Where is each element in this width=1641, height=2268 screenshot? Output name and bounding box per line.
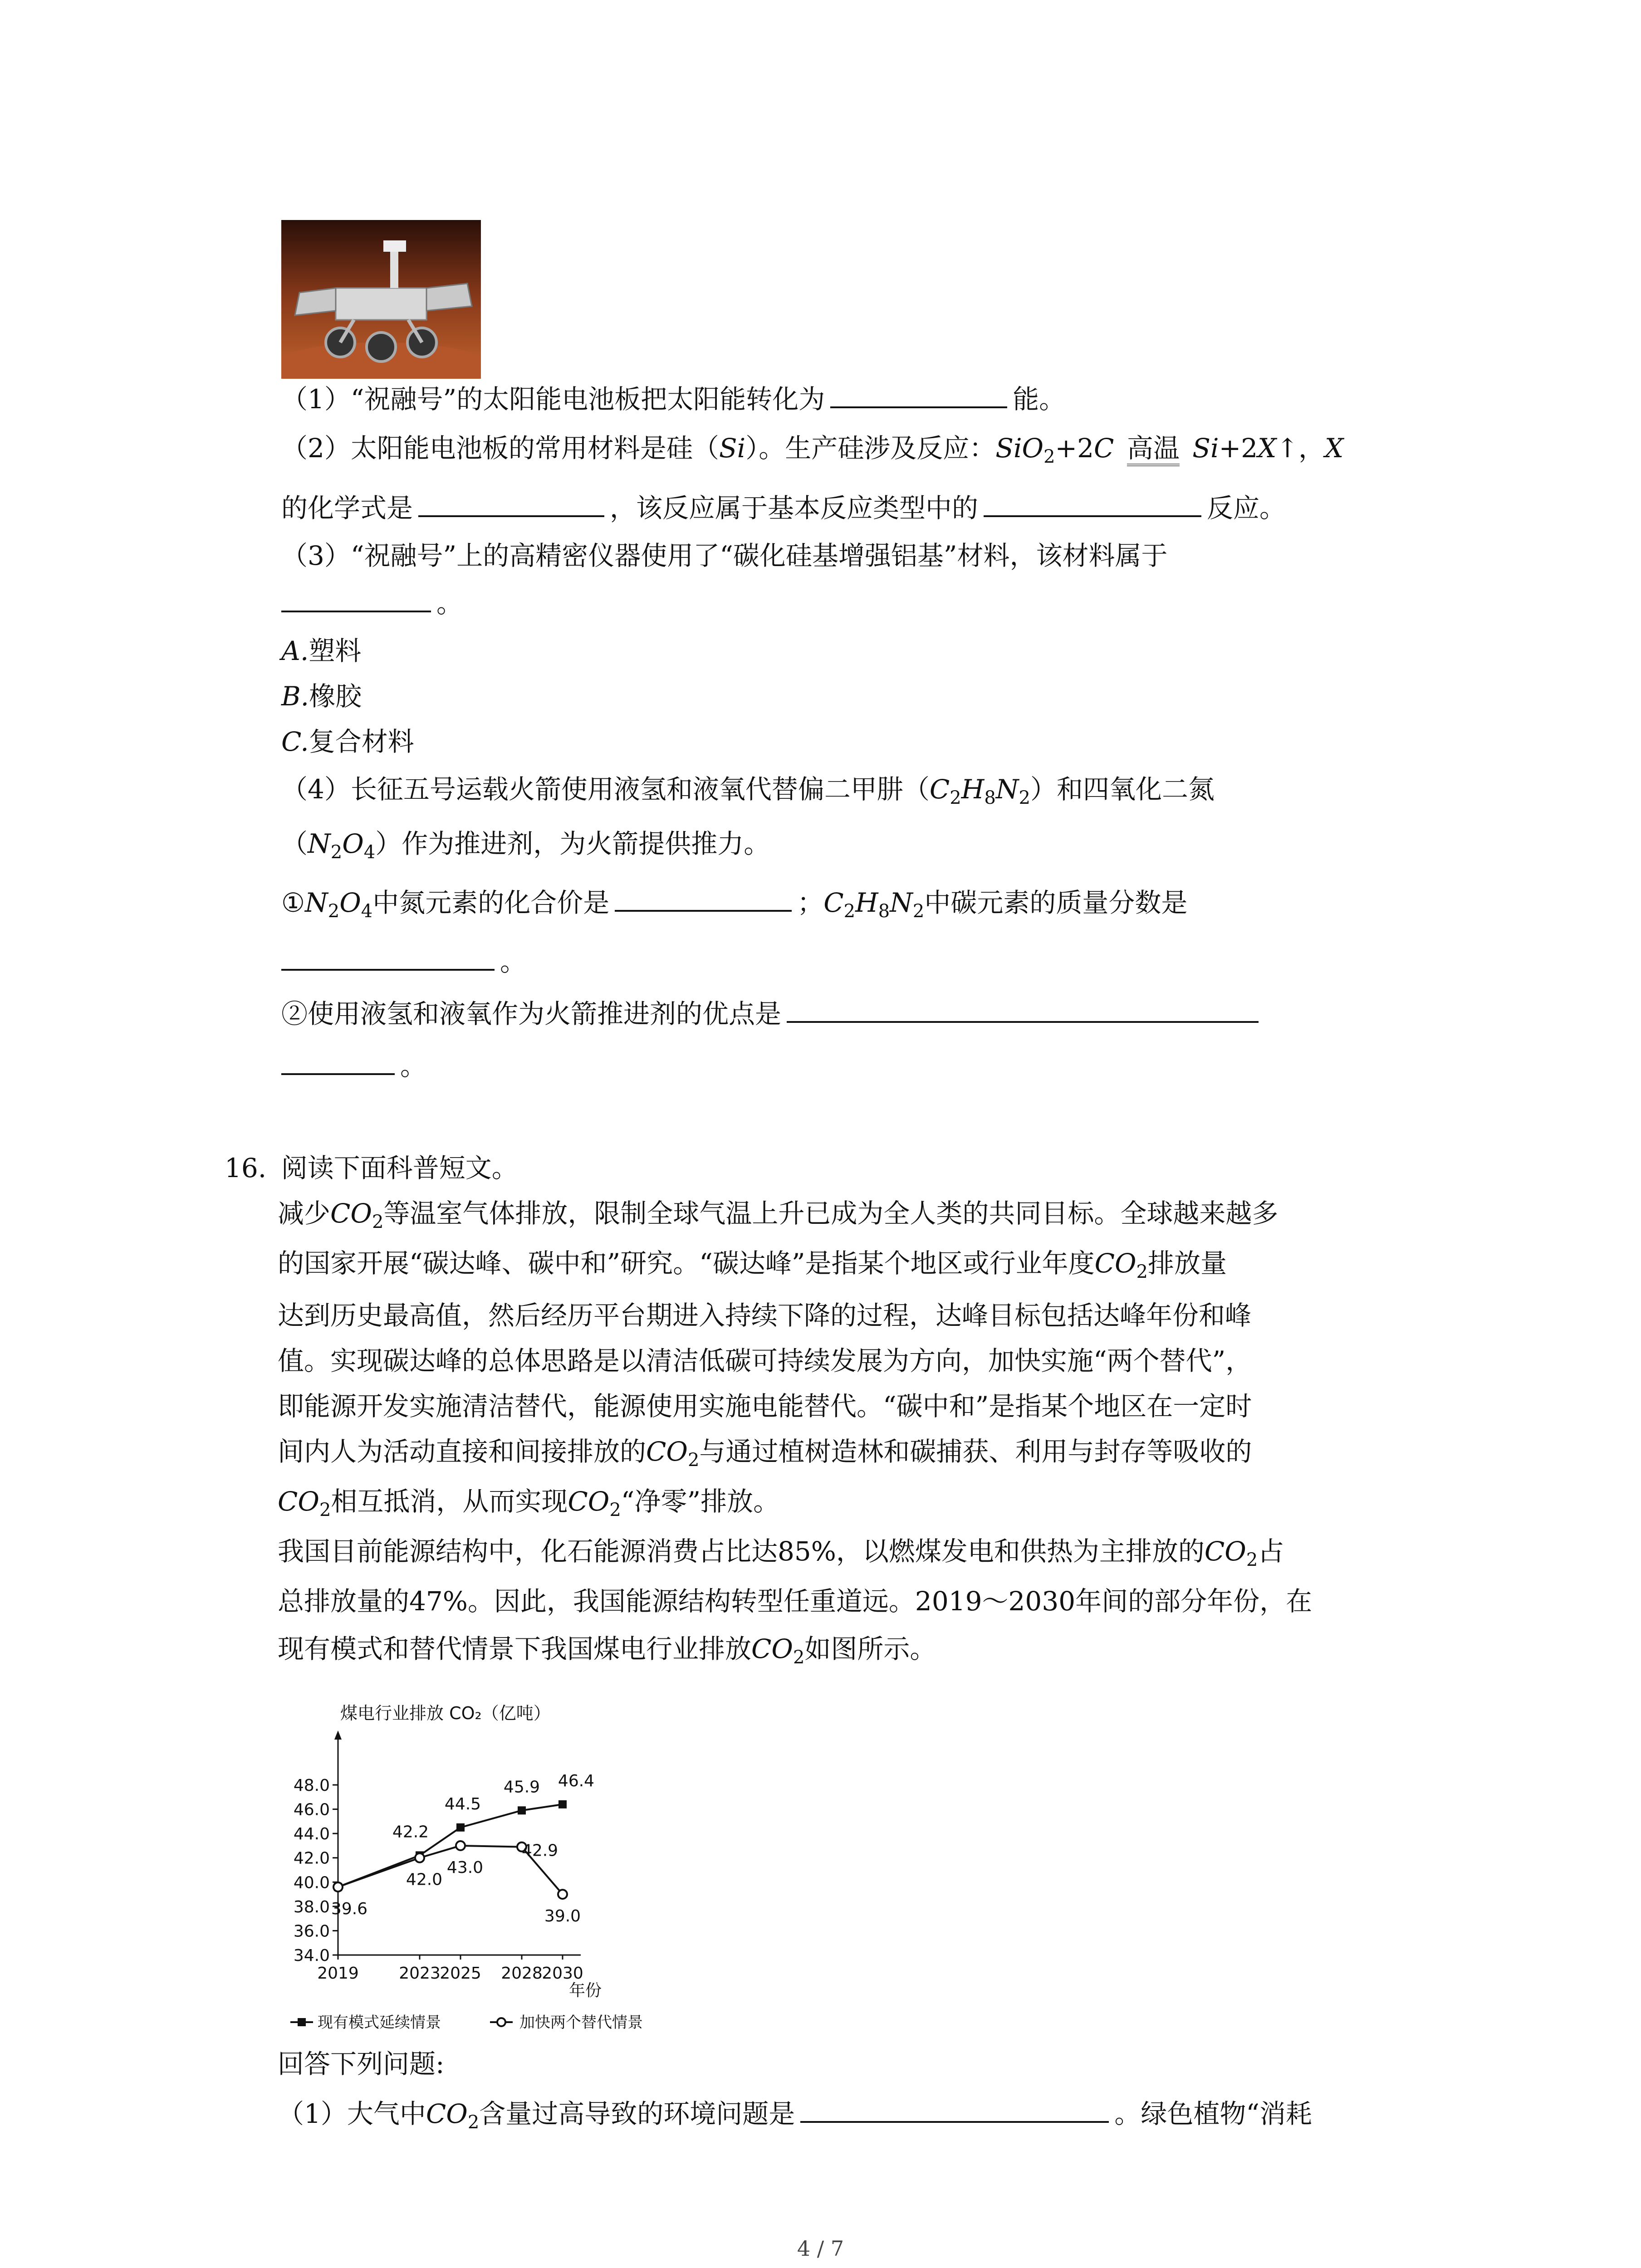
y-axis-arrow [334, 1730, 342, 1740]
q16-para1-line6 [278, 1433, 1252, 1470]
q16-para1-line5 [278, 1388, 1252, 1424]
option-text: 复合材料 [309, 726, 414, 757]
data-label: 42.0 [406, 1870, 443, 1889]
text: 即能源开发实施清洁替代，能源使用实施电能替代。“碳中和”是指某个地区在一定时 [278, 1391, 1252, 1422]
formula-si: Si [1192, 433, 1219, 464]
text: 总排放量的47%。因此，我国能源结构转型任重道远。2019～2030年间的部分年份，在 [278, 1586, 1313, 1617]
q15-part1-text: （1）“祝融号”的太阳能电池板把太阳能转化为 [281, 384, 825, 415]
x-tick-label: 2023 [399, 1964, 441, 1983]
q16-para2-line1 [278, 1533, 1284, 1569]
option-b[interactable] [281, 678, 362, 714]
x-tick-label: 2028 [501, 1964, 543, 1983]
legend-marker [497, 2018, 505, 2026]
formula-co2: CO [330, 1198, 372, 1229]
text: 相互抵消，从而实现 [331, 1486, 568, 1517]
option-text: 塑料 [309, 635, 362, 666]
formula-co2: CO [278, 1486, 319, 1517]
q15-part1 [281, 381, 1065, 417]
data-label: 45.9 [503, 1778, 540, 1797]
q15-part4 [281, 771, 1215, 807]
subscript: 2 [330, 842, 343, 863]
q15-sub2-text: ②使用液氢和液氧作为火箭推进剂的优点是 [281, 998, 782, 1029]
y-tick-label: 42.0 [293, 1849, 330, 1868]
formula-co2: CO [751, 1633, 793, 1664]
q16-para2-line3 [278, 1631, 936, 1667]
formula-co2: CO [646, 1436, 688, 1467]
data-label: 39.0 [544, 1907, 581, 1926]
option-letter: A. [281, 635, 309, 666]
zhurong-rover-photo [281, 220, 481, 379]
y-tick-label: 34.0 [293, 1946, 330, 1965]
text: 回答下列问题: [278, 2048, 445, 2079]
option-text: 橡胶 [309, 681, 362, 712]
formula-c: C [1094, 433, 1114, 464]
formula-n: N [305, 887, 328, 918]
reaction-condition: 高温 [1127, 433, 1180, 466]
q16-para1-line4 [278, 1343, 1252, 1379]
answer-blank[interactable] [281, 1051, 395, 1075]
question-title: 阅读下面科普短文。 [281, 1153, 518, 1183]
data-label: 39.6 [331, 1900, 368, 1918]
subscript: 2 [609, 1500, 621, 1520]
text: 间内人为活动直接和间接排放的 [278, 1436, 647, 1467]
answer-blank[interactable] [615, 887, 792, 912]
q15-part2 [281, 430, 1343, 466]
text: 达到历史最高值，然后经历平台期进入持续下降的过程，达峰目标包括达峰年份和峰 [278, 1300, 1252, 1331]
formula-c: C [823, 887, 844, 918]
formula-co2: CO [426, 2098, 468, 2129]
subscript: 2 [328, 901, 340, 922]
data-point [333, 1882, 343, 1892]
subscript: 2 [687, 1450, 700, 1471]
subscript: 2 [1136, 1261, 1148, 1282]
data-point [518, 1806, 526, 1814]
q15-part3-suffix: 。 [436, 588, 463, 619]
subscript: 2 [950, 787, 961, 808]
circled-number: ① [281, 887, 305, 918]
q15-part2-text: （2）太阳能电池板的常用材料是硅（ [281, 433, 719, 464]
data-point [558, 1800, 567, 1809]
answer-blank[interactable] [281, 588, 431, 612]
co2-emission-chart [272, 1701, 726, 2046]
q15-sub1-line2 [281, 943, 526, 980]
q16-para1-line7 [278, 1483, 779, 1520]
y-tick-label: 48.0 [293, 1776, 330, 1795]
y-tick-label: 40.0 [293, 1873, 330, 1892]
formula-n: N [308, 828, 331, 859]
formula-co2: CO [1204, 1536, 1246, 1567]
q15-part2-text-b: ）。生产硅涉及反应： [745, 433, 996, 464]
subscript: 2 [319, 1500, 331, 1520]
answer-blank[interactable] [830, 384, 1007, 408]
text: 。绿色植物“消耗 [1114, 2098, 1312, 2129]
text: 排放量 [1148, 1248, 1227, 1279]
data-label: 43.0 [446, 1858, 484, 1877]
option-c[interactable] [281, 723, 414, 760]
q15-part2-text-e: 反应。 [1207, 493, 1286, 523]
q15-part3-text: （3）“祝融号”上的高精密仪器使用了“碳化硅基增强铝基”材料，该材料属于 [281, 540, 1168, 571]
text: 减少 [278, 1198, 331, 1229]
page-number: 4 / 7 [797, 2236, 844, 2261]
option-a[interactable] [281, 633, 361, 669]
q16-para2-line2 [278, 1583, 1312, 1619]
q16-answer-intro [278, 2046, 445, 2082]
subscript: 2 [1019, 787, 1030, 808]
semicolon: ； [797, 887, 824, 918]
subscript: 2 [1043, 446, 1055, 467]
question-number: 16. [225, 1153, 267, 1183]
q15-part4-text-b: ）和四氧化二氮 [1030, 774, 1215, 805]
subscript: 2 [467, 2112, 480, 2133]
data-point [558, 1890, 567, 1899]
data-point [415, 1853, 424, 1862]
q15-sub1 [281, 885, 1187, 921]
legend-entry: 现有模式延续情景 [318, 2014, 441, 2032]
text: “净零”排放。 [621, 1486, 780, 1517]
text: 含量过高导致的环境问题是 [479, 2098, 795, 2129]
data-label: 42.9 [521, 1841, 558, 1860]
answer-blank[interactable] [800, 2098, 1109, 2123]
chart-title: 煤电行业排放 CO₂（亿吨） [340, 1703, 551, 1723]
formula-sio2: SiO [995, 433, 1044, 464]
q15-sub1-text: 中氮元素的化合价是 [372, 887, 610, 918]
q15-part2-text-d: ，该反应属于基本反应类型中的 [610, 493, 979, 523]
text: 等温室气体排放，限制全球气温上升已成为全人类的共同目标。全球越来越多 [383, 1198, 1279, 1229]
data-label: 44.5 [444, 1794, 481, 1813]
data-label: 46.4 [558, 1771, 595, 1790]
y-tick-label: 46.0 [293, 1800, 330, 1819]
subscript: 2 [372, 1212, 384, 1232]
x-tick-label: 2030 [542, 1964, 583, 1983]
formula-co2: CO [568, 1486, 610, 1517]
q15-sub2-line2 [281, 1048, 426, 1084]
q16-para1-line3 [278, 1297, 1251, 1334]
q15-part4-line2 [281, 826, 770, 862]
text: （1）大气中 [278, 2098, 426, 2129]
subscript: 8 [984, 787, 996, 808]
formula-n: N [995, 774, 1019, 805]
text: 现有模式和替代情景下我国煤电行业排放 [278, 1633, 752, 1664]
data-point [456, 1823, 465, 1832]
subscript: 2 [1246, 1549, 1258, 1570]
subscript: 2 [843, 901, 856, 922]
x-tick-label: 2025 [440, 1964, 481, 1983]
legend-entry: 加快两个替代情景 [519, 2014, 643, 2032]
x-tick-label: 2019 [317, 1964, 359, 1983]
formula-n: N [890, 887, 913, 918]
answer-blank[interactable] [984, 493, 1201, 517]
q15-part4-text-d: ）作为推进剂，为火箭提供推力。 [375, 828, 770, 859]
text: 与通过植树造林和碳捕获、利用与封存等吸收的 [699, 1436, 1252, 1467]
option-letter: C. [281, 726, 309, 757]
text: 我国目前能源结构中，化石能源消费占比达85%，以燃煤发电和供热为主排放的 [278, 1536, 1205, 1567]
formula-o: O [342, 828, 364, 859]
period: 。 [500, 946, 527, 977]
q15-sub2 [281, 996, 1264, 1032]
text: 的国家开展“碳达峰、碳中和”研究。“碳达峰”是指某个地区或行业年度 [278, 1248, 1095, 1279]
q15-part4-text: （4）长征五号运载火箭使用液氢和液氧代替偏二甲肼（ [281, 774, 930, 805]
subscript: 8 [878, 901, 890, 922]
q15-sub1-text-b: 中碳元素的质量分数是 [924, 887, 1188, 918]
subscript: 2 [912, 901, 925, 922]
text: 值。实现碳达峰的总体思路是以清洁低碳可持续发展为方向，加快实施“两个替代”， [278, 1345, 1252, 1376]
paren: （ [281, 828, 308, 859]
formula-o: O [339, 887, 361, 918]
answer-blank[interactable] [418, 493, 604, 517]
x-axis-label: 年份 [568, 1981, 602, 2000]
coefficient: +2 [1219, 433, 1258, 464]
answer-blank[interactable] [787, 998, 1259, 1023]
option-letter: B. [281, 681, 309, 712]
q15-part3 [281, 538, 1168, 574]
subscript: 4 [363, 842, 376, 863]
q15-part1-suffix: 能。 [1013, 384, 1066, 415]
q15-part3-line2 [281, 585, 463, 621]
data-label: 42.2 [392, 1823, 429, 1842]
formula-co2: CO [1094, 1248, 1136, 1279]
formula-x: X [1258, 433, 1277, 464]
answer-blank[interactable] [281, 946, 495, 971]
formula-c: C [929, 774, 950, 805]
text: 如图所示。 [804, 1633, 936, 1664]
formula-h: H [961, 774, 985, 805]
coefficient: +2 [1055, 433, 1094, 464]
q16-part1 [278, 2096, 1312, 2132]
q16-para1-line2 [278, 1245, 1227, 1281]
formula-si: Si [719, 433, 746, 464]
legend-marker [298, 2018, 306, 2026]
gas-arrow: ↑， [1276, 433, 1325, 464]
formula-x: X [1325, 433, 1344, 464]
q16-para1-line1 [278, 1195, 1278, 1232]
q16-heading [225, 1150, 518, 1186]
period: 。 [400, 1051, 427, 1081]
y-tick-label: 36.0 [293, 1922, 330, 1941]
data-point [456, 1841, 465, 1850]
formula-h: H [855, 887, 878, 918]
q15-part2-text-c: 的化学式是 [281, 493, 413, 523]
q15-part2-line2 [281, 490, 1286, 526]
subscript: 2 [793, 1647, 805, 1668]
y-tick-label: 38.0 [293, 1897, 330, 1916]
y-tick-label: 44.0 [293, 1825, 330, 1844]
subscript: 4 [361, 901, 373, 922]
text: 占 [1258, 1536, 1284, 1567]
